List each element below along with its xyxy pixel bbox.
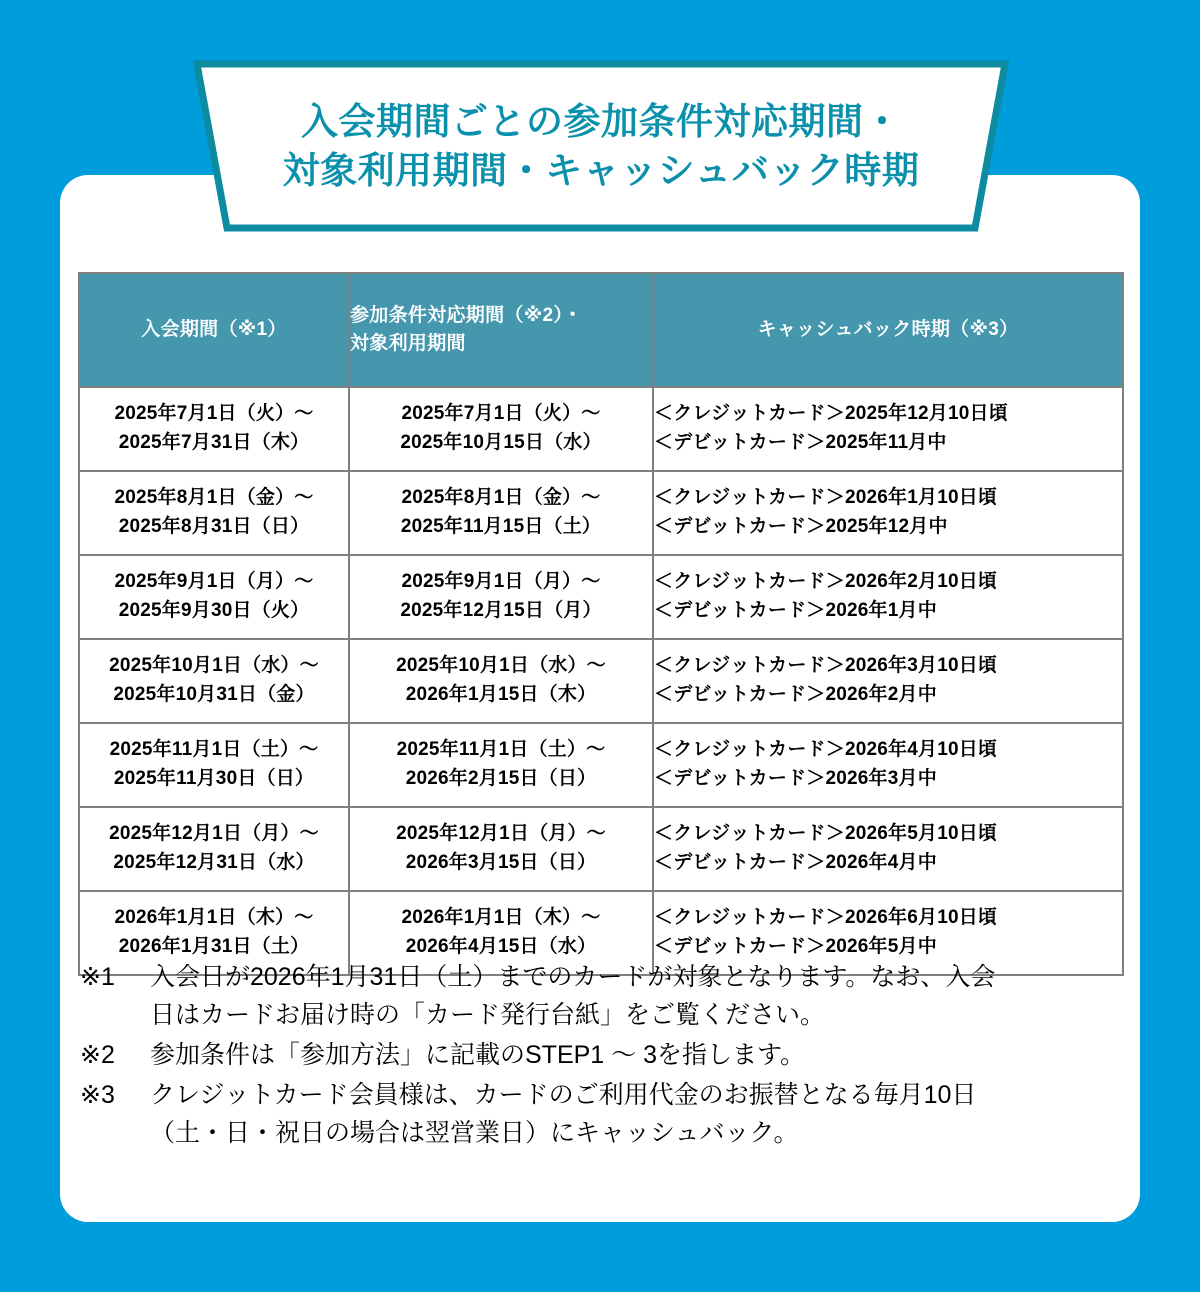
title-banner [193,60,1009,232]
cell-usage-period: 2026年1月1日（木）〜 2026年4月15日（水） [349,891,653,975]
footnotes [80,958,1135,1154]
column-header-usage-period [349,273,653,387]
footnote-2-marker: ※2 [80,1041,115,1069]
footnote-1-body [150,958,1135,1034]
column-header-cashback-timing [653,273,1123,387]
footnote-3-body [150,1076,1135,1152]
column-header-usage-period-line-1: 参加条件対応期間（※2）・ [350,305,583,327]
footnote-2 [80,1036,1135,1074]
cell-join-period: 2025年11月1日（土）〜 2025年11月30日（日） [79,723,349,807]
footnote-1-line-2: 日はカードお届け時の「カード発行台紙」をご覧ください。 [150,1001,826,1029]
column-header-usage-period-line-2: 対象利用期間 [350,333,466,354]
cell-join-period: 2025年9月1日（月）〜 2025年9月30日（火） [79,555,349,639]
footnote-1-line-1: 入会日が2026年1月31日（土）までのカードが対象となります。なお、入会 [150,963,996,991]
cell-join-period: 2025年12月1日（月）〜 2025年12月31日（水） [79,807,349,891]
table-row [79,471,1123,555]
cell-usage-period: 2025年9月1日（月）〜 2025年12月15日（月） [349,555,653,639]
cell-usage-period: 2025年10月1日（水）〜 2026年1月15日（木） [349,639,653,723]
cell-usage-period: 2025年11月1日（土）〜 2026年2月15日（日） [349,723,653,807]
table-row [79,555,1123,639]
cell-cashback-timing: ＜クレジットカード＞2025年12月10日頃 ＜デビットカード＞2025年11月中 [653,387,1123,471]
page-title-line-2: 対象利用期間・キャッシュバック時期 [282,150,920,191]
page-title-line-1: 入会期間ごとの参加条件対応期間・ [301,100,901,142]
footnote-3-marker: ※3 [80,1081,115,1109]
table-header-row [79,273,1123,387]
cell-usage-period: 2025年7月1日（火）〜 2025年10月15日（水） [349,387,653,471]
cell-usage-period: 2025年12月1日（月）〜 2026年3月15日（日） [349,807,653,891]
table-row [79,387,1123,471]
cell-cashback-timing: ＜クレジットカード＞2026年4月10日頃 ＜デビットカード＞2026年3月中 [653,723,1123,807]
cell-cashback-timing: ＜クレジットカード＞2026年5月10日頃 ＜デビットカード＞2026年4月中 [653,807,1123,891]
schedule-table [78,272,1124,976]
table-row [79,639,1123,723]
cell-cashback-timing: ＜クレジットカード＞2026年6月10日頃 ＜デビットカード＞2026年5月中 [653,891,1123,975]
table-row [79,723,1123,807]
footnote-2-line-1: 参加条件は「参加方法」に記載のSTEP1 〜 3を指します。 [150,1041,805,1069]
footnote-1-marker: ※1 [80,963,115,991]
page-title [193,60,1009,232]
footnote-1 [80,958,1135,1034]
footnote-2-body [150,1036,1135,1074]
cell-cashback-timing: ＜クレジットカード＞2026年1月10日頃 ＜デビットカード＞2025年12月中 [653,471,1123,555]
table-row [79,807,1123,891]
cell-join-period: 2025年10月1日（水）〜 2025年10月31日（金） [79,639,349,723]
schedule-table-wrapper [78,272,1122,976]
cell-join-period: 2026年1月1日（木）〜 2026年1月31日（土） [79,891,349,975]
table-body [79,387,1123,975]
cell-cashback-timing: ＜クレジットカード＞2026年2月10日頃 ＜デビットカード＞2026年1月中 [653,555,1123,639]
cell-join-period: 2025年7月1日（火）〜 2025年7月31日（木） [79,387,349,471]
footnote-3-line-1: クレジットカード会員様は、カードのご利用代金のお振替となる毎月10日 [150,1081,977,1109]
table-header [79,273,1123,387]
cell-usage-period: 2025年8月1日（金）〜 2025年11月15日（土） [349,471,653,555]
column-header-cashback-timing-line-1: キャッシュバック時期（※3） [757,319,1019,341]
column-header-join-period [79,273,349,387]
column-header-join-period-line-1: 入会期間（※1） [141,319,287,341]
footnote-3 [80,1076,1135,1152]
cell-join-period: 2025年8月1日（金）〜 2025年8月31日（日） [79,471,349,555]
footnote-3-line-2: （土・日・祝日の場合は翌営業日）にキャッシュバック。 [150,1119,799,1147]
cell-cashback-timing: ＜クレジットカード＞2026年3月10日頃 ＜デビットカード＞2026年2月中 [653,639,1123,723]
